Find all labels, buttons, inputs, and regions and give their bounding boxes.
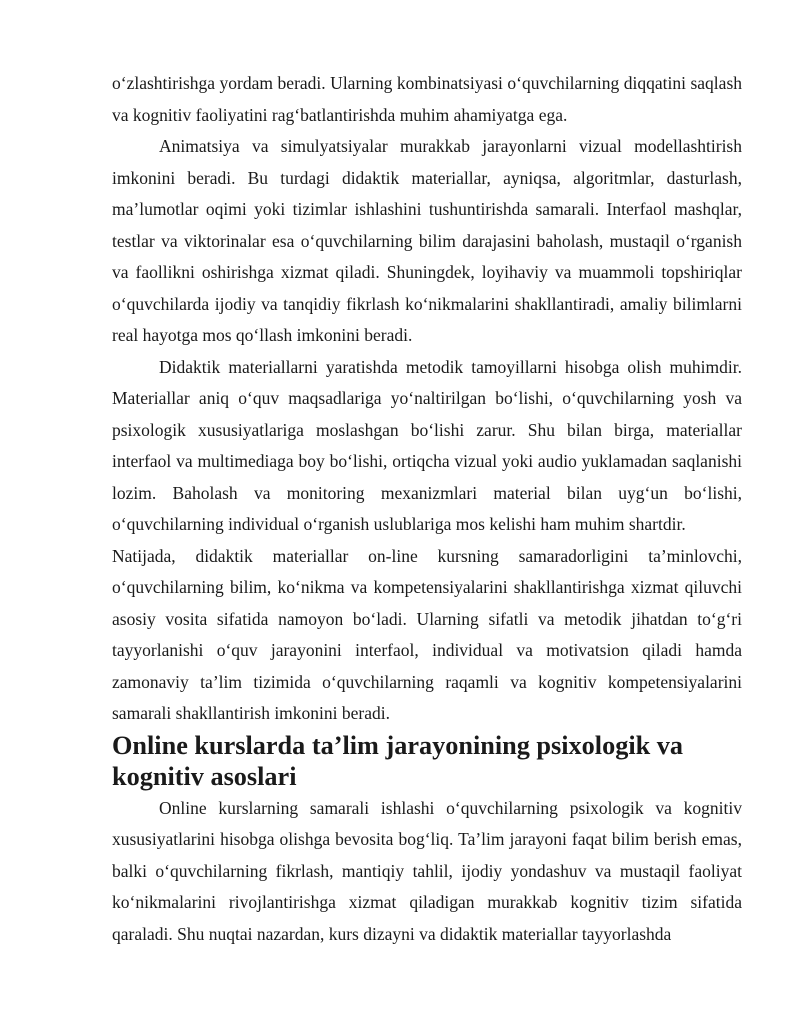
paragraph-animations: Animatsiya va simulyatsiyalar murakkab jarayonlarni vizual modellashtirish imkonini beradi. Bu turdagi didaktik materiallar, ayniqsa, algoritmlar, dasturlash, ma’lumotlar oqimi yoki tizimlar ishlashini tushuntirishda samarali. Interfaol mashqlar, testlar va viktorinalar esa o‘quvchilarning bilim darajasini baholash, mustaqil o‘rganish va faollikni oshirishga xizmat qiladi. Shuningdek, loyihaviy va muammoli topshiriqlar o‘quvchilarda ijodiy va tanqidiy fikrlash ko‘nikmalarini shakllantiradi, amaliy bilimlarni real hayotga mos qo‘llash imkonini beradi. — [112, 136, 742, 345]
section-heading: Online kurslarda ta’lim jarayonining psixologik va kognitiv asoslari — [112, 730, 684, 791]
paragraph-section-intro: Online kurslarning samarali ishlashi o‘quvchilarning psixologik va kognitiv xususiyatlarini hisobga olishga bevosita bog‘liq. Ta’lim jarayoni faqat bilim berish emas, balki o‘quvchilarning fikrlash, mantiqiy tahlil, ijodiy yondashuv va mustaqil faoliyat ko‘nikmalarini rivojlantirishga xizmat qiladigan murakkab kognitiv tizim sifatida qaraladi. Shu nuqtai nazardan, kurs dizayni va didaktik materiallar tayyorlashda — [112, 797, 742, 944]
paragraph-methodical-principles: Didaktik materiallarni yaratishda metodik tamoyillarni hisobga olish muhimdir. Materiallar aniq o‘quv maqsadlariga yo‘naltirilgan bo‘lishi, o‘quvchilarning yosh va psixologik xususiyatlariga moslashgan bo‘lishi zarur. Shu bilan birga, materiallar interfaol va multimediaga boy bo‘lishi, ortiqcha vizual yoki audio yuklamadan saqlanishi lozim. Baholash va monitoring mexanizmlari material bilan uyg‘un bo‘lishi, o‘quvchilarning individual o‘rganish uslublariga mos kelishi ham muhim shartdir. — [112, 356, 742, 534]
paragraph-conclusion: Natijada, didaktik materiallar on-line kursning samaradorligini ta’minlovchi, o‘quvchilarning bilim, ko‘nikma va kompetensiyalarini shakllantirishga xizmat qiluvchi asosiy vosita sifatida namoyon bo‘ladi. Ularning sifatli va metodik jihatdan to‘g‘ri tayyorlanishi o‘quv jarayonini interfaol, individual va motivatsion qiladi hamda zamonaviy ta’lim tizimida o‘quvchilarning raqamli va kognitiv kompetensiyalarini samarali shakllantirish imkonini beradi. — [112, 545, 742, 723]
paragraph-continuation: o‘zlashtirishga yordam beradi. Ularning kombinatsiyasi o‘quvchilarning diqqatini saqlash va kognitiv faoliyatini rag‘batlantirishda muhim ahamiyatga ega. — [112, 73, 742, 125]
